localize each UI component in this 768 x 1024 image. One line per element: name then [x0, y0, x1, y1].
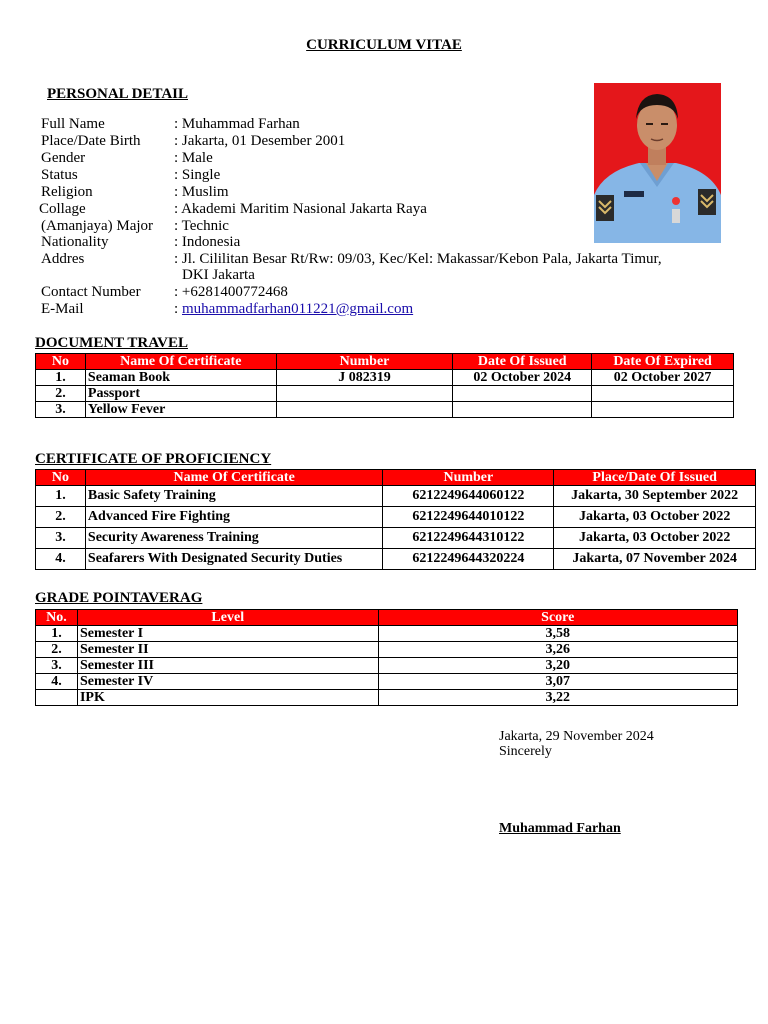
- grades-cell: 3,26: [378, 642, 737, 658]
- personal-detail-label: Gender: [41, 150, 86, 166]
- grades-cell: Semester IV: [77, 674, 378, 690]
- grades-cell: 3,58: [378, 626, 737, 642]
- personal-detail-label: Place/Date Birth: [41, 133, 141, 149]
- grades-cell: [36, 690, 78, 706]
- grades-cell: 4.: [36, 674, 78, 690]
- document-travel-cell: 2.: [36, 386, 86, 402]
- proficiency-cell: 6212249644060122: [383, 486, 554, 507]
- grades-header-cell: Score: [378, 610, 737, 626]
- table-row: [36, 674, 738, 690]
- document-travel-cell: [276, 386, 453, 402]
- proficiency-header-cell: Name Of Certificate: [85, 470, 382, 486]
- personal-detail-label: Contact Number: [41, 284, 141, 300]
- proficiency-cell: 4.: [36, 549, 86, 570]
- personal-detail-value: : Jl. Cililitan Besar Rt/Rw: 09/03, Kec/Kel: Makassar/Kebon Pala, Jakarta Timur,: [174, 251, 662, 267]
- grades-cell: 1.: [36, 626, 78, 642]
- table-row: [36, 626, 738, 642]
- personal-detail-value: : Akademi Maritim Nasional Jakarta Raya: [174, 201, 427, 217]
- proficiency-cell: Jakarta, 03 October 2022: [554, 528, 756, 549]
- personal-detail-label: Collage: [39, 201, 86, 217]
- personal-detail-label: Full Name: [41, 116, 105, 132]
- document-travel-cell: [276, 402, 453, 418]
- document-travel-cell: [453, 402, 592, 418]
- grades-cell: IPK: [77, 690, 378, 706]
- table-row: [36, 486, 756, 507]
- document-travel-cell: 02 October 2024: [453, 370, 592, 386]
- personal-detail-label: E-Mail: [41, 301, 84, 317]
- table-row: [36, 386, 734, 402]
- personal-detail-label: Nationality: [41, 234, 109, 250]
- document-travel-header-cell: No: [36, 354, 86, 370]
- personal-detail-label: Status: [41, 167, 78, 183]
- document-travel-header-cell: Name Of Certificate: [85, 354, 276, 370]
- personal-detail-value: : Jakarta, 01 Desember 2001: [174, 133, 346, 149]
- document-travel-cell: Yellow Fever: [85, 402, 276, 418]
- page-title: CURRICULUM VITAE: [306, 37, 462, 53]
- grades-cell: 3,20: [378, 658, 737, 674]
- proficiency-header-cell: No: [36, 470, 86, 486]
- table-row: [36, 690, 738, 706]
- signature-place-date: Jakarta, 29 November 2024: [499, 729, 654, 744]
- grades-heading: GRADE POINTAVERAG: [35, 590, 203, 606]
- personal-detail-label: Addres: [41, 251, 85, 267]
- document-travel-cell: 3.: [36, 402, 86, 418]
- personal-detail-heading: PERSONAL DETAIL: [47, 86, 189, 102]
- personal-detail-value: :: [174, 301, 179, 317]
- grades-cell: 3,22: [378, 690, 737, 706]
- grades-cell: 3,07: [378, 674, 737, 690]
- document-travel-header-cell: Date Of Expired: [592, 354, 734, 370]
- table-row: [36, 507, 756, 528]
- person-portrait-icon: [594, 83, 721, 243]
- document-travel-header-cell: Date Of Issued: [453, 354, 592, 370]
- signature-name: Muhammad Farhan: [499, 821, 621, 836]
- grades-cell: Semester I: [77, 626, 378, 642]
- document-travel-header-cell: Number: [276, 354, 453, 370]
- table-row: [36, 642, 738, 658]
- table-row: [36, 370, 734, 386]
- document-travel-cell: J 082319: [276, 370, 453, 386]
- personal-detail-value: : Male: [174, 150, 213, 166]
- personal-detail-value: : Indonesia: [174, 234, 241, 250]
- proficiency-heading: CERTIFICATE OF PROFICIENCY: [35, 451, 272, 467]
- proficiency-cell: 1.: [36, 486, 86, 507]
- personal-detail-label: (Amanjaya) Major: [41, 218, 154, 234]
- personal-detail-value: : Single: [174, 167, 221, 183]
- proficiency-cell: 3.: [36, 528, 86, 549]
- proficiency-header-cell: Number: [383, 470, 554, 486]
- grades-table: [35, 609, 738, 706]
- document-travel-cell: Seaman Book: [85, 370, 276, 386]
- personal-detail-value: : Muhammad Farhan: [174, 116, 300, 132]
- table-row: [36, 402, 734, 418]
- document-travel-heading: DOCUMENT TRAVEL: [35, 335, 188, 351]
- document-travel-cell: 1.: [36, 370, 86, 386]
- proficiency-cell: 6212249644320224: [383, 549, 554, 570]
- document-travel-table: [35, 353, 734, 418]
- proficiency-table: [35, 469, 756, 570]
- proficiency-cell: 2.: [36, 507, 86, 528]
- proficiency-header-cell: Place/Date Of Issued: [554, 470, 756, 486]
- document-travel-cell: Passport: [85, 386, 276, 402]
- profile-photo: [594, 83, 721, 243]
- document-travel-cell: [592, 402, 734, 418]
- personal-detail-value: : Technic: [174, 218, 229, 234]
- document-travel-cell: [453, 386, 592, 402]
- personal-detail-value: : +6281400772468: [174, 284, 288, 300]
- proficiency-cell: Basic Safety Training: [85, 486, 382, 507]
- grades-cell: Semester II: [77, 642, 378, 658]
- table-row: [36, 549, 756, 570]
- table-row: [36, 658, 738, 674]
- proficiency-cell: Jakarta, 07 November 2024: [554, 549, 756, 570]
- personal-detail-value: : Muslim: [174, 184, 229, 200]
- proficiency-cell: 6212249644010122: [383, 507, 554, 528]
- document-travel-cell: 02 October 2027: [592, 370, 734, 386]
- personal-detail-label: Religion: [41, 184, 93, 200]
- grades-header-cell: No.: [36, 610, 78, 626]
- grades-cell: 3.: [36, 658, 78, 674]
- grades-cell: 2.: [36, 642, 78, 658]
- proficiency-cell: Jakarta, 30 September 2022: [554, 486, 756, 507]
- proficiency-cell: Jakarta, 03 October 2022: [554, 507, 756, 528]
- personal-detail-value: DKI Jakarta: [182, 267, 255, 283]
- proficiency-cell: Security Awareness Training: [85, 528, 382, 549]
- proficiency-cell: Seafarers With Designated Security Duties: [85, 549, 382, 570]
- proficiency-cell: Advanced Fire Fighting: [85, 507, 382, 528]
- proficiency-cell: 6212249644310122: [383, 528, 554, 549]
- grades-header-cell: Level: [77, 610, 378, 626]
- grades-cell: Semester III: [77, 658, 378, 674]
- table-row: [36, 528, 756, 549]
- email-link[interactable]: muhammadfarhan011221@gmail.com: [182, 301, 414, 317]
- document-travel-cell: [592, 386, 734, 402]
- signature-closing: Sincerely: [499, 744, 552, 759]
